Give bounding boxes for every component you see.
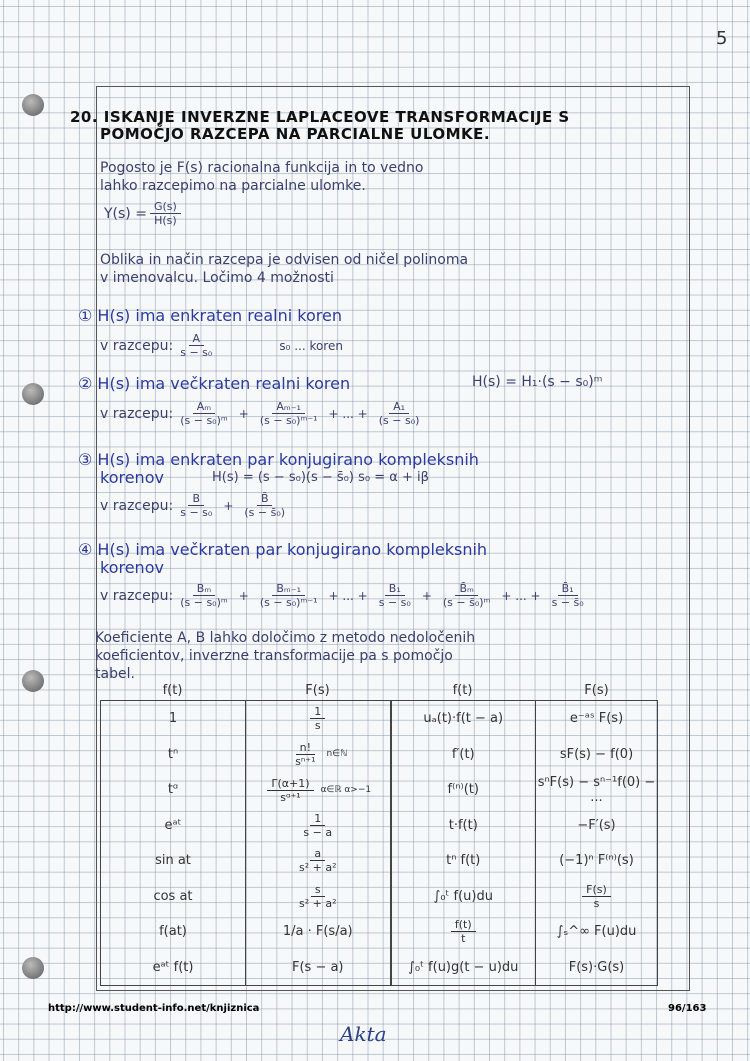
table-cell [246,737,391,772]
expression-text: sⁿF(s) − sⁿ⁻¹f(0) − ... [537,774,656,805]
expression-text: + [421,588,432,603]
table-cell [246,772,391,807]
fraction [176,332,216,359]
case-3-heading: ③ H(s) ima enkraten par konjugirano kompleksnih [78,450,479,469]
equation-lhs: Y(s) = [104,205,147,222]
fraction-denominator: s [593,896,600,910]
decomposition-expr [173,400,426,427]
case-4-decomposition [100,582,591,609]
expression-text: tᵅ [167,782,179,798]
table-cell [101,949,246,985]
expression-text: f⁽ⁿ⁾(t) [447,782,479,798]
binder-hole [22,383,44,405]
expression-text: + ... + [501,588,541,603]
expression-text: sin at [155,853,191,869]
fraction-numerator: n! [296,741,315,755]
table-cell [536,807,658,842]
case-1-heading: ① H(s) ima enkraten realni koren [78,306,342,325]
fraction-numerator: B̄ₘ [455,582,477,596]
fraction [176,400,232,427]
fraction [150,200,181,227]
table-row [101,843,658,878]
expression-text: 1/a · F(s/a) [282,924,353,940]
conclusion-line3: tabel. [95,666,135,682]
fraction-denominator: s − s̄₀ [551,596,584,609]
table-header-Fs-2: F(s) [584,683,609,698]
fraction [267,777,313,804]
decomposition-expr [173,332,219,359]
decomposition-expr [173,582,590,609]
expression-text: (−1)ⁿ F⁽ⁿ⁾(s) [559,853,634,869]
expression-text: −F′(s) [577,817,616,833]
fraction-numerator: Γ(α+1) [267,777,313,791]
fraction [256,582,322,609]
table-cell [391,807,536,842]
expression-text: sF(s) − f(0) [559,746,634,762]
fraction-denominator: s − s₀ [180,506,213,519]
section-title-line2: POMOČJO RAZCEPA NA PARCIALNE ULOMKE. [100,125,491,143]
fraction [176,582,232,609]
conclusion-line1: Koeficiente A, B lahko določimo z metodo nedoločenih [95,630,476,646]
condition-note: n∈ℕ [326,749,348,760]
case-3-factorization: H(s) = (s − s₀)(s − s̄₀) s₀ = α + iβ [212,470,429,485]
table-cell [536,737,658,772]
fraction-denominator: sᵅ⁺¹ [280,790,301,804]
fraction-denominator: s² + a² [298,896,337,910]
fraction-denominator: s − s₀ [180,346,213,359]
binder-hole [22,94,44,116]
case-2-decomposition [100,400,426,427]
table-row [101,701,658,737]
fraction [295,883,341,910]
table-cell [536,843,658,878]
table-cell [391,914,536,949]
expression-text: f′(t) [451,746,475,762]
expression-text: F(s)·G(s) [568,959,625,975]
table-cell [101,843,246,878]
fraction-denominator: s² + a² [298,861,337,875]
section-title-line1: 20. ISKANJE INVERZNE LAPLACEOVE TRANSFORMACIJE S [70,108,570,126]
table-cell [101,701,246,737]
fraction-numerator: A [189,332,205,346]
fraction-numerator: Aₘ [193,400,215,414]
fraction [310,705,325,732]
fraction-numerator: B̄ [257,492,273,506]
conclusion-line2: koeficientov, inverzne transformacije pa s pomočjo [95,648,453,664]
equation-rhs [147,200,184,227]
case-3-heading-cont: korenov [100,468,164,487]
expression-text: uₐ(t)·f(t − a) [423,711,504,727]
expression-text: + ... + [328,406,368,421]
condition-note: α∈ℝ α>−1 [320,784,372,795]
decomposition-expr [173,492,292,519]
expression-text: tⁿ f(t) [446,853,481,869]
intro-line2: lahko razcepimo na parcialne ulomke. [100,178,366,194]
binder-hole [22,670,44,692]
table-cell [391,878,536,913]
table-cell [101,807,246,842]
table-cell [391,843,536,878]
expression-text: e⁻ᵃˢ F(s) [569,711,624,727]
fraction [375,582,415,609]
table-cell [536,701,658,737]
fraction-numerator: a [310,847,325,861]
table-row [101,737,658,772]
intro-line1: Pogosto je F(s) racionalna funkcija in to vedno [100,160,424,176]
table-cell [536,878,658,913]
expression-text: t·f(t) [448,817,478,833]
table-row [101,807,658,842]
expression-text: tⁿ [167,746,179,762]
expression-text: eᵃᵗ [164,817,182,833]
expression-text: ∫₀ᵗ f(u)du [433,888,493,904]
decomposition-label: v razcepu: [100,405,174,422]
fraction-denominator: s [314,719,321,733]
table-cell [391,701,536,737]
fraction-numerator: Aₘ₋₁ [272,400,305,414]
footer-url[interactable]: http://www.student-info.net/knjiznica [48,1003,260,1014]
fraction-numerator: s [311,883,325,897]
decomposition-label: v razcepu: [100,587,174,604]
fraction-denominator: (s − s₀)ᵐ⁻¹ [259,414,318,427]
fraction-numerator: B₁ [385,582,405,596]
fraction-denominator: s − s₀ [378,596,411,609]
fraction [582,883,611,910]
table-cell [391,772,536,807]
case-4-heading-cont: korenov [100,558,164,577]
table-cell [391,949,536,985]
intro-line4: v imenovalcu. Ločimo 4 možnosti [100,270,334,286]
fraction-numerator: 1 [310,705,325,719]
fraction-numerator: B̄₁ [558,582,578,596]
decomposition-label: v razcepu: [100,497,174,514]
fraction-denominator: H(s) [154,214,177,227]
case-1-decomposition [100,332,343,359]
table-header-Fs-1: F(s) [305,683,330,698]
table-cell [246,878,391,913]
fraction-numerator: 1 [310,812,325,826]
table-header-ft-2: f(t) [452,683,473,698]
laplace-transform-table [100,700,658,986]
fraction-numerator: Bₘ [193,582,215,596]
fraction [299,812,336,839]
fraction [176,492,216,519]
table-cell [246,914,391,949]
fraction [256,400,322,427]
fraction-numerator: Bₘ₋₁ [272,582,305,596]
expression-text: ∫ₛ^∞ F(u)du [556,924,637,940]
fraction-numerator: B [188,492,204,506]
table-cell [101,772,246,807]
table-cell [101,878,246,913]
expression-text: + ... + [328,588,368,603]
fraction-denominator: (s − s₀)ᵐ⁻¹ [259,596,318,609]
table-cell [101,737,246,772]
expression-text: ∫₀ᵗ f(u)g(t − u)du [408,959,519,975]
decomposition-label: v razcepu: [100,337,174,354]
table-row [101,914,658,949]
fraction [548,582,588,609]
intro-line3: Oblika in način razcepa je odvisen od ničel polinoma [100,252,469,268]
fraction-denominator: (s − s₀)ᵐ [180,596,228,609]
expression-text: + [238,588,249,603]
fraction-denominator: (s − s₀)ᵐ [180,414,228,427]
expression-text: F(s − a) [291,959,344,975]
table-cell [536,949,658,985]
expression-text: eᵃᵗ f(t) [152,959,194,975]
table-cell [536,914,658,949]
transfer-function-equation [104,200,184,227]
fraction [295,847,341,874]
fraction [439,582,495,609]
case-4-heading: ④ H(s) ima večkraten par konjugirano kompleksnih [78,540,488,559]
footer-page-number: 96/163 [668,1003,707,1014]
table-row [101,772,658,807]
fraction-with-condition [264,777,371,804]
fraction-numerator: F(s) [582,883,611,897]
expression-text: + [238,406,249,421]
fraction [451,918,476,945]
case-2-factorization: H(s) = H₁·(s − s₀)ᵐ [472,374,603,390]
fraction-denominator: sⁿ⁺¹ [295,755,316,769]
fraction-numerator: G(s) [150,200,181,214]
fraction-denominator: (s − s₀) [378,414,420,427]
fraction-denominator: (s − s̄₀)ᵐ [442,596,491,609]
binder-hole [22,957,44,979]
fraction [240,492,289,519]
root-note: s₀ ... koren [279,338,343,353]
page-corner-number: 5 [716,28,728,49]
table-cell [246,701,391,737]
fraction-denominator: t [461,932,466,946]
paper-brand-logo: Akta [340,1022,387,1046]
expression-text: 1 [168,711,178,727]
table-header-ft-1: f(t) [162,683,183,698]
table-row [101,949,658,985]
table-cell [246,949,391,985]
fraction [291,741,319,768]
fraction-with-condition [288,741,347,768]
fraction [375,400,424,427]
fraction-denominator: s − a [303,825,333,839]
fraction-denominator: (s − s̄₀) [244,506,286,519]
case-3-decomposition [100,492,292,519]
expression-text: + [223,498,234,513]
table-cell [536,772,658,807]
table-row [101,878,658,913]
fraction-numerator: A₁ [389,400,409,414]
table-cell [391,737,536,772]
expression-text: f(at) [159,924,187,940]
fraction-numerator: f(t) [451,918,476,932]
case-2-heading: ② H(s) ima večkraten realni koren [78,374,351,393]
expression-text: cos at [153,888,193,904]
table-cell [101,914,246,949]
table-cell [246,843,391,878]
table-cell [246,807,391,842]
